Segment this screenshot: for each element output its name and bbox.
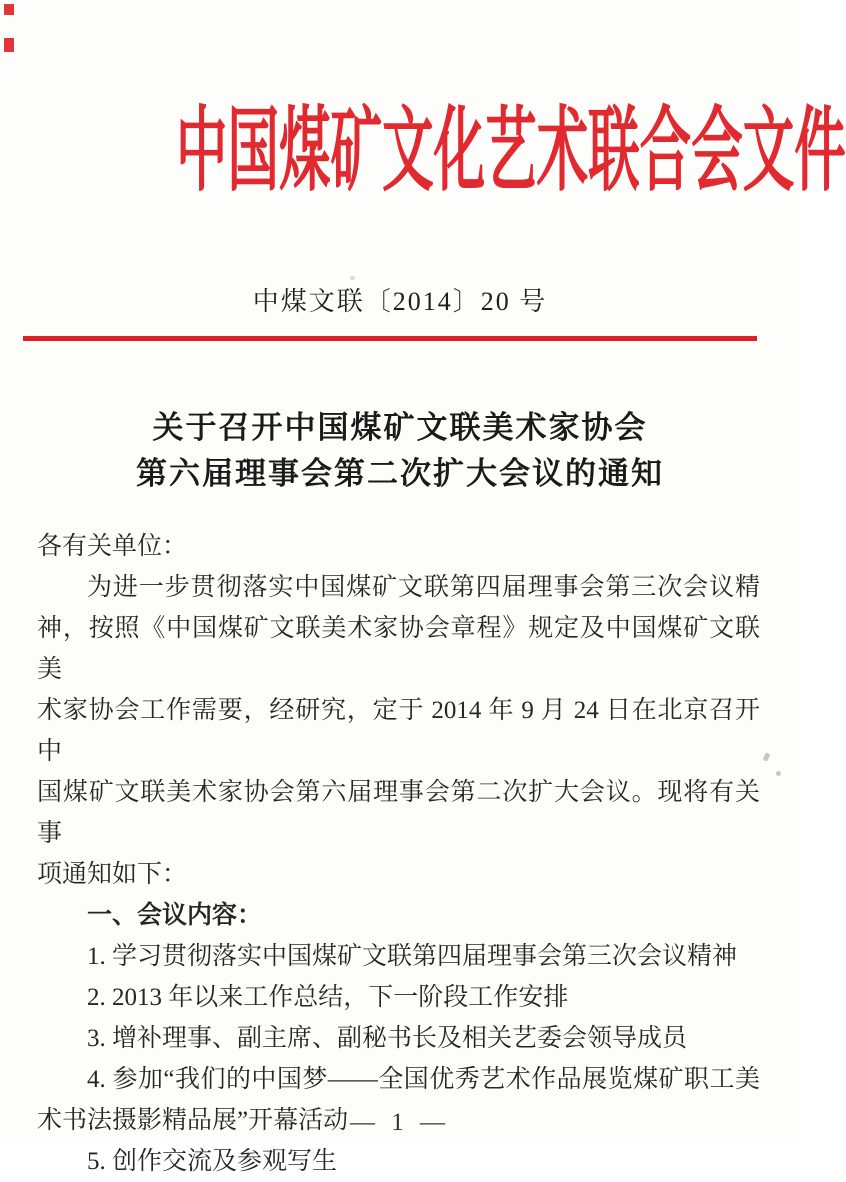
scan-artifact [4,4,14,15]
notice-title [0,405,800,497]
meeting-item-4: 4. 参加“我们的中国梦——全国优秀艺术作品展览煤矿职工美 [87,1066,760,1093]
section-heading-meeting-content: 一、会议内容： [87,902,263,929]
notice-title-line1: 关于召开中国煤矿文联美术家协会 [152,410,648,445]
document-number: 中煤文联〔2014〕20 号 [252,287,548,316]
scan-artifact [4,38,14,52]
meeting-item-2: 2. 2013 年以来工作总结，下一阶段工作安排 [87,984,569,1011]
scan-artifact [776,771,781,776]
meeting-item-5: 5. 创作交流及参观写生 [87,1148,338,1175]
notice-title-line2: 第六届理事会第二次扩大会议的通知 [136,456,664,491]
paragraph-line: 为进一步贯彻落实中国煤矿文联第四届理事会第三次会议精 [87,574,760,601]
meeting-item-4-continued: 术书法摄影精品展”开幕活动 [37,1107,349,1134]
agency-red-header: 中国煤矿文化艺术联合会文件 [176,100,846,202]
paragraph-line: 项通知如下： [37,861,188,888]
paragraph-line: 神，按照《中国煤矿文联美术家协会章程》规定及中国煤矿文联美 [37,615,760,683]
paragraph-line: 国煤矿文联美术家协会第六届理事会第二次扩大会议。现将有关事 [37,779,760,847]
red-divider-line [23,336,757,341]
document-body [37,526,760,1182]
salutation: 各有关单位： [37,533,188,560]
page-number: — 1 — [350,1109,450,1136]
scan-artifact [763,752,771,761]
meeting-item-1: 1. 学习贯彻落实中国煤矿文联第四届理事会第三次会议精神 [87,943,738,970]
paragraph-line: 术家协会工作需要，经研究，定于 2014 年 9 月 24 日在北京召开中 [37,697,760,765]
meeting-item-3: 3. 增补理事、副主席、副秘书长及相关艺委会领导成员 [87,1025,688,1052]
scan-artifact [350,276,355,280]
